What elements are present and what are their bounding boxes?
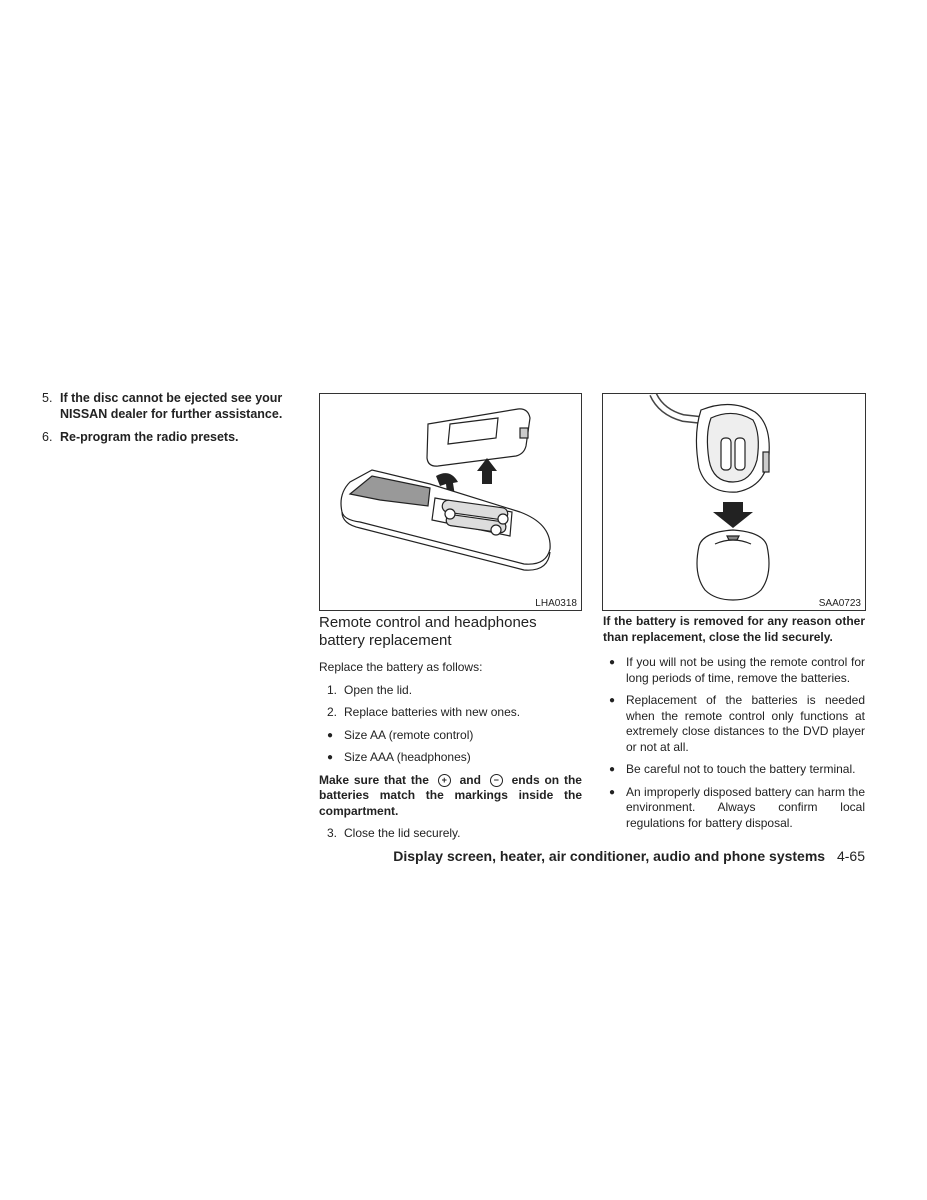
item-text: If the disc cannot be ejected see your NISSAN dealer for further assistance.: [60, 391, 283, 421]
bullet-text: Replacement of the batteries is needed when the remote control only functions at extremely close distances to the DVD player or not at all.: [626, 693, 865, 754]
step-text: Open the lid.: [344, 682, 413, 697]
polarity-warning: [319, 773, 582, 820]
minus-terminal-icon: −: [490, 774, 503, 787]
warning-text: ends on the batteries match the markings inside the compartment.: [319, 772, 582, 818]
remote-battery-figure: [319, 393, 582, 611]
page-footer: [380, 848, 865, 864]
step-item: [327, 705, 582, 721]
list-item: [42, 390, 300, 422]
list-item: [42, 429, 300, 445]
item-number: 5.: [42, 391, 53, 405]
right-column: [603, 614, 865, 838]
warning-text: and: [459, 772, 481, 787]
figure-label: SAA0723: [818, 598, 861, 609]
bullet-item: [609, 762, 865, 778]
bullet-icon: ●: [327, 752, 334, 763]
warning-text: Make sure that the: [319, 772, 429, 787]
section-title: Display screen, heater, air conditioner, audio and phone systems: [393, 848, 826, 864]
bullet-icon: ●: [609, 657, 616, 668]
bullet-item: [327, 750, 582, 766]
bullet-text: Be careful not to touch the battery terminal.: [626, 762, 856, 776]
remote-control-illustration: [320, 394, 581, 610]
bullet-icon: ●: [609, 764, 616, 775]
left-column: [42, 390, 300, 452]
bullet-item: [609, 785, 865, 832]
bullet-item: [609, 693, 865, 755]
bullet-text: Size AAA (headphones): [344, 750, 471, 764]
middle-column: [319, 614, 582, 849]
item-text: Re-program the radio presets.: [60, 430, 239, 444]
step-number: 2.: [327, 705, 338, 719]
item-number: 6.: [42, 430, 53, 444]
bullet-icon: ●: [609, 786, 616, 798]
bullet-text: If you will not be using the remote control for long periods of time, remove the batteries.: [626, 655, 865, 685]
bullet-text: Size AA (remote control): [344, 727, 474, 742]
step-number: 1.: [327, 682, 338, 697]
step-item: [327, 826, 582, 842]
bullet-text: An improperly disposed battery can harm the environment. Always confirm local regulations for battery disposal.: [626, 784, 865, 830]
bullet-item: [327, 728, 582, 744]
lid-warning: If the battery is removed for any reason other than replacement, close the lid securely.: [603, 614, 865, 644]
section-heading: Remote control and headphones battery replacement: [319, 614, 537, 649]
figure-label: LHA0318: [535, 598, 577, 609]
bullet-icon: ●: [327, 729, 334, 741]
step-text: Replace batteries with new ones.: [344, 705, 521, 719]
step-number: 3.: [327, 826, 338, 840]
bullet-icon: ●: [609, 695, 616, 706]
step-text: Close the lid securely.: [344, 826, 461, 840]
headphones-battery-figure: [602, 393, 866, 611]
intro-text: Replace the battery as follows:: [319, 660, 483, 674]
bullet-item: [609, 655, 865, 686]
step-item: [327, 683, 582, 699]
page-number: 4-65: [836, 848, 865, 864]
plus-terminal-icon: +: [438, 774, 451, 787]
headphones-illustration: [603, 394, 865, 610]
